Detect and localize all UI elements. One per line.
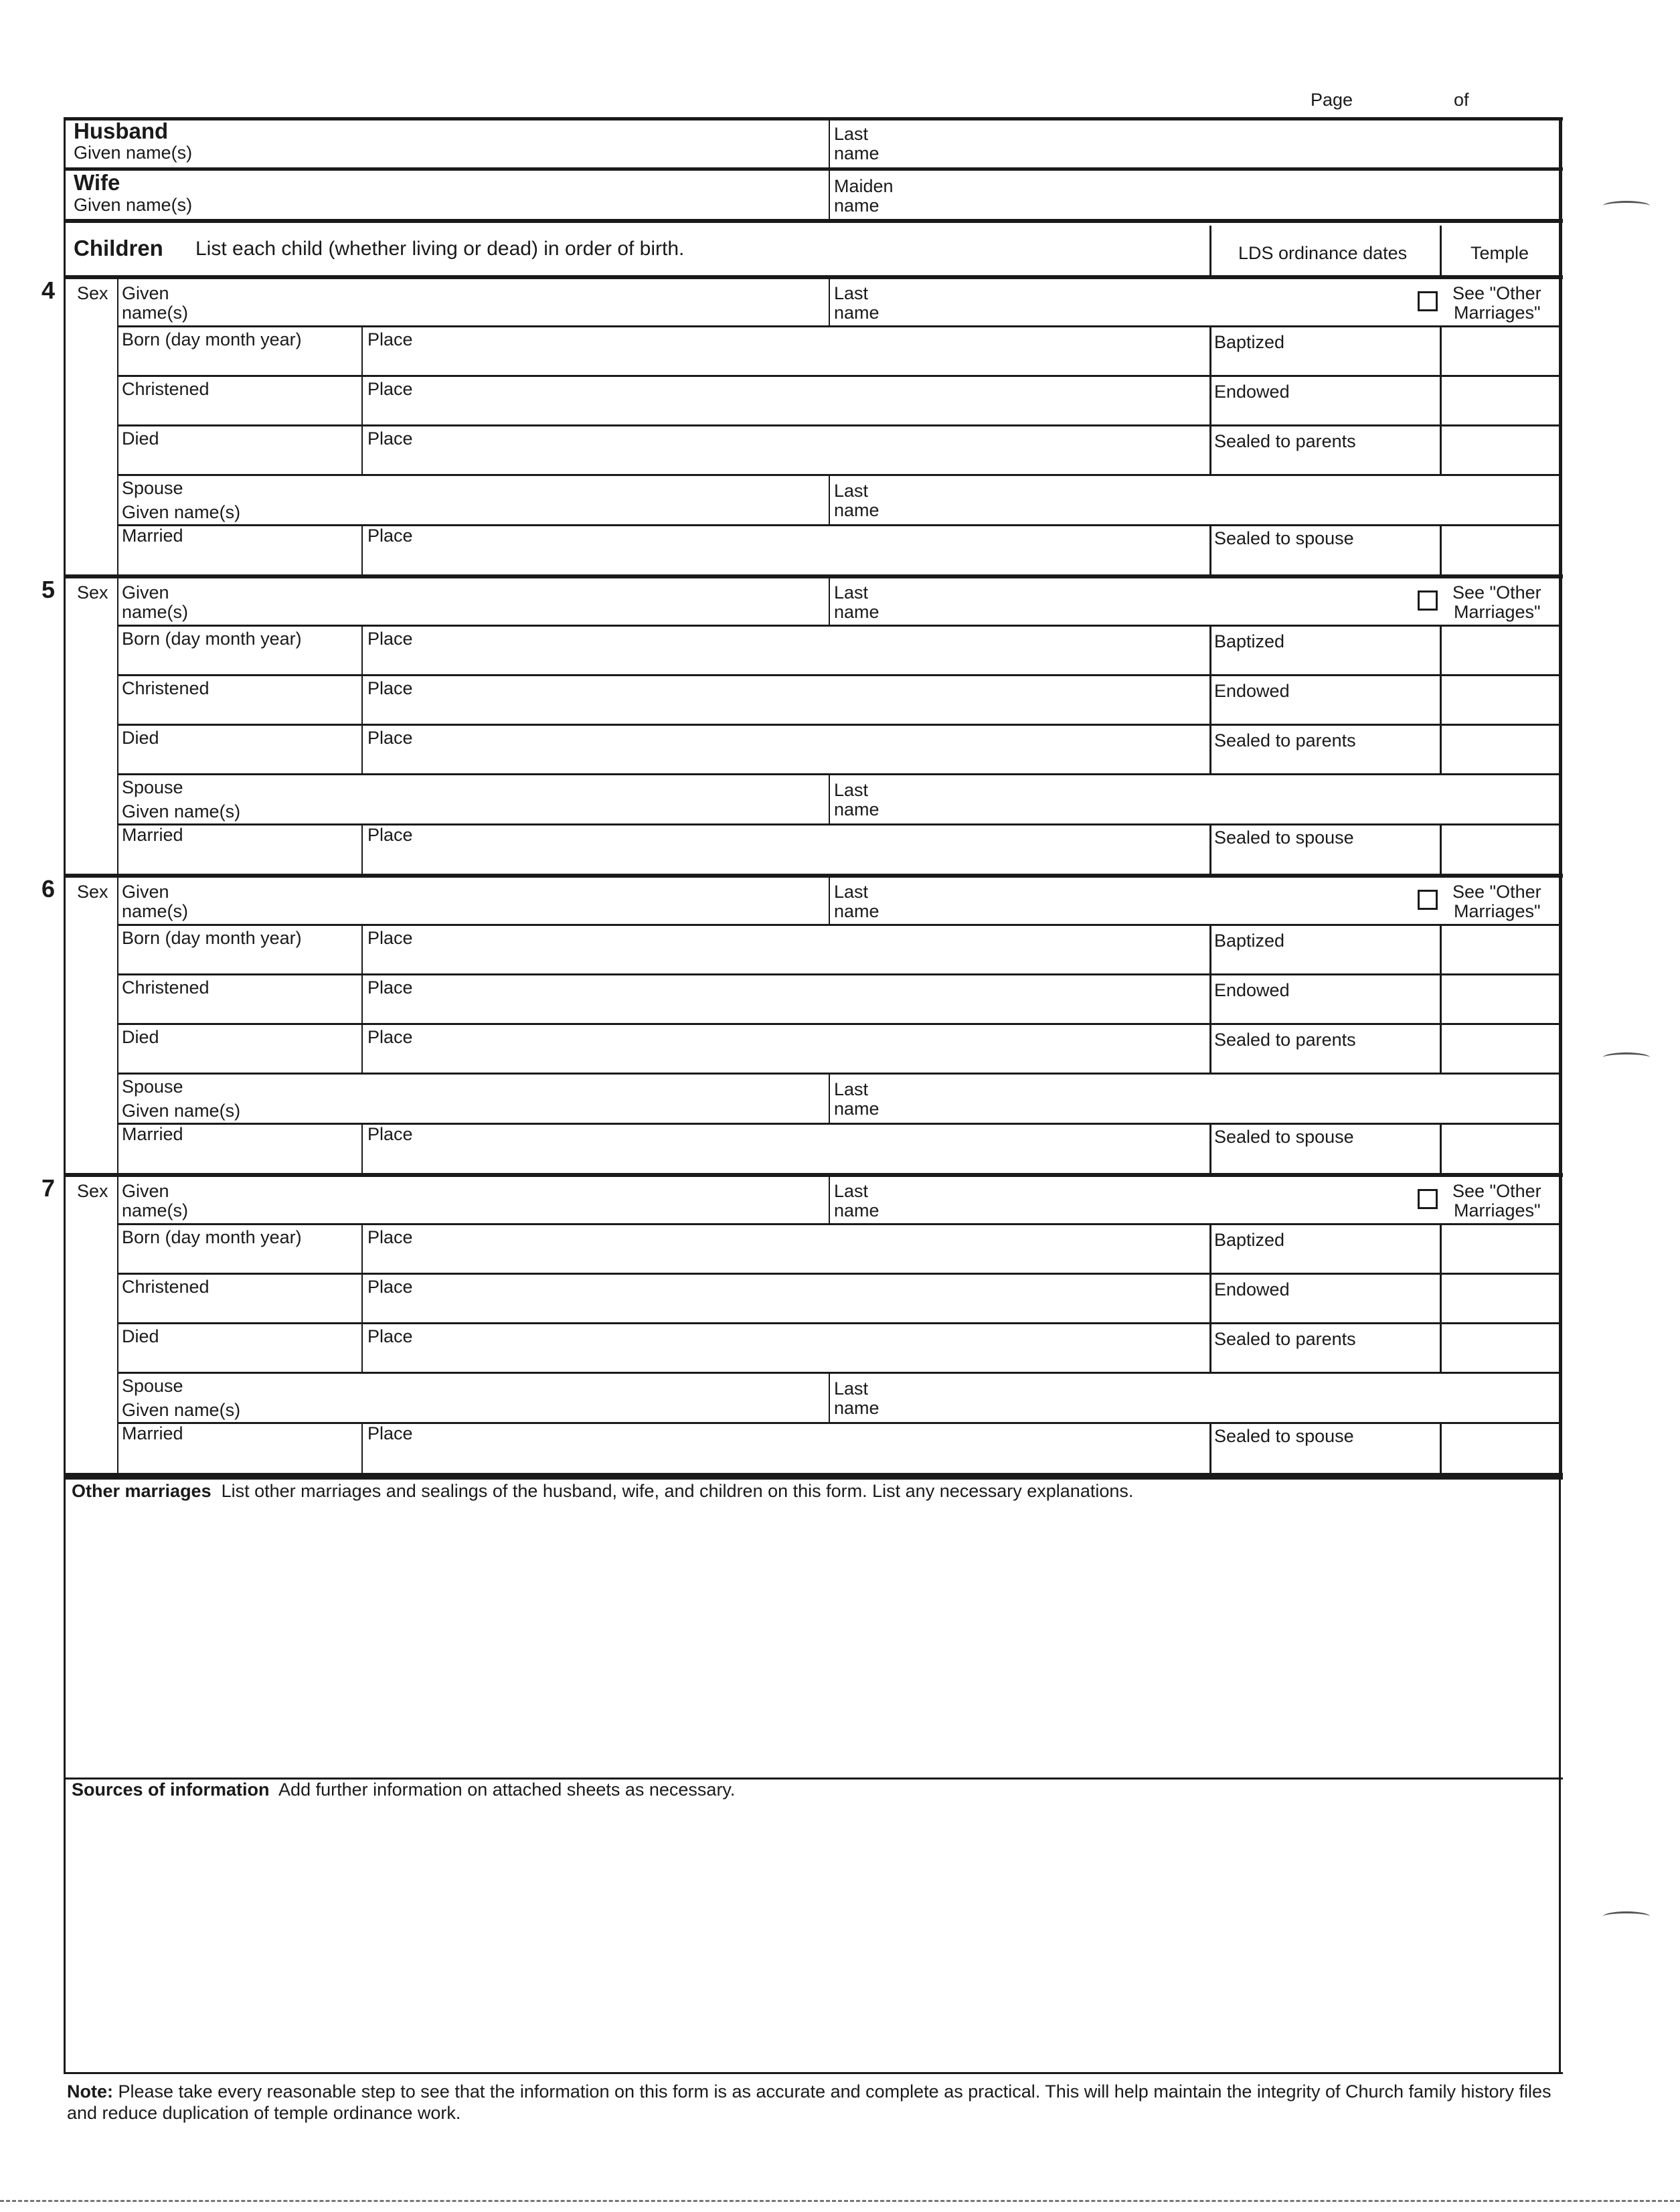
baptized-label: Baptized <box>1214 1230 1285 1250</box>
see-other-label-2: Marriages" <box>1454 901 1541 921</box>
place-label: Place <box>367 1423 413 1443</box>
see-other-label: See "Other <box>1452 283 1541 303</box>
see-other-marriages-checkbox[interactable] <box>1418 590 1438 611</box>
other-marriages-desc: List other marriages and sealings of the husband, wife, and children on this form. List any necessary explanations. <box>221 1481 1134 1501</box>
spouse-last-label: Last <box>834 481 869 501</box>
see-other-marriages-checkbox[interactable] <box>1418 1189 1438 1209</box>
place-label: Place <box>367 329 413 349</box>
baptized-label: Baptized <box>1214 332 1285 352</box>
last-label-2: name <box>834 602 879 622</box>
child-number: 6 <box>41 875 56 902</box>
sources-label <box>72 1780 735 1800</box>
place-label: Place <box>367 1277 413 1297</box>
endowed-label: Endowed <box>1214 382 1290 402</box>
husband-title: Husband <box>74 118 169 143</box>
died-label: Died <box>122 728 159 748</box>
sealed-spouse-label: Sealed to spouse <box>1214 827 1354 848</box>
place-label: Place <box>367 379 413 399</box>
sources-title: Sources of information <box>72 1780 270 1800</box>
other-marriages-area[interactable] <box>67 1506 1556 1774</box>
sex-label: Sex <box>77 582 108 603</box>
born-label: Born (day month year) <box>122 329 302 349</box>
children-desc: List each child (whether living or dead) in order of birth. <box>195 238 685 260</box>
see-other-label: See "Other <box>1452 582 1541 603</box>
married-label: Married <box>122 1124 183 1144</box>
spouse-label: Spouse <box>122 1376 183 1396</box>
place-label: Place <box>367 977 413 998</box>
married-label: Married <box>122 1423 183 1443</box>
spouse-given-label: Given name(s) <box>122 1101 241 1121</box>
wife-maiden-label: Maiden <box>834 176 894 196</box>
see-other-label-2: Marriages" <box>1454 1200 1541 1220</box>
sealed-parents-label: Sealed to parents <box>1214 730 1356 750</box>
see-other-marriages-checkbox[interactable] <box>1418 890 1438 910</box>
spouse-last-label-2: name <box>834 1398 879 1418</box>
margin-mark <box>1603 1052 1650 1062</box>
spouse-given-label: Given name(s) <box>122 1400 241 1420</box>
lds-ordinance-dates-label: LDS ordinance dates <box>1238 243 1408 263</box>
place-label: Place <box>367 825 413 845</box>
married-label: Married <box>122 825 183 845</box>
child-number: 5 <box>41 576 56 603</box>
husband-last-label-2: name <box>834 143 879 163</box>
christened-label: Christened <box>122 678 209 698</box>
spouse-last-label-2: name <box>834 500 879 520</box>
place-label: Place <box>367 1326 413 1346</box>
sealed-spouse-label: Sealed to spouse <box>1214 1127 1354 1147</box>
christened-label: Christened <box>122 977 209 998</box>
christened-label: Christened <box>122 1277 209 1297</box>
born-label: Born (day month year) <box>122 629 302 649</box>
sealed-parents-label: Sealed to parents <box>1214 431 1356 451</box>
place-label: Place <box>367 728 413 748</box>
sealed-parents-label: Sealed to parents <box>1214 1030 1356 1050</box>
margin-mark <box>1603 201 1650 211</box>
see-other-label: See "Other <box>1452 1181 1541 1201</box>
spouse-last-label-2: name <box>834 799 879 819</box>
last-label-2: name <box>834 901 879 921</box>
given-label: Given <box>122 283 169 303</box>
child-number: 4 <box>41 276 56 304</box>
last-label: Last <box>834 882 869 902</box>
last-label: Last <box>834 582 869 603</box>
spouse-last-label: Last <box>834 1378 869 1399</box>
place-label: Place <box>367 678 413 698</box>
other-marriages-label <box>72 1481 1133 1501</box>
place-label: Place <box>367 526 413 546</box>
sex-label: Sex <box>77 1181 108 1201</box>
see-other-marriages-checkbox[interactable] <box>1418 291 1438 311</box>
spouse-label: Spouse <box>122 777 183 797</box>
wife-maiden-label-2: name <box>834 195 879 216</box>
see-other-label-2: Marriages" <box>1454 303 1541 323</box>
sources-area[interactable] <box>67 1806 1556 2071</box>
last-label: Last <box>834 283 869 303</box>
died-label: Died <box>122 1326 159 1346</box>
page-label: Page <box>1311 90 1353 110</box>
spouse-given-label: Given name(s) <box>122 801 241 821</box>
sex-label: Sex <box>77 283 108 303</box>
children-title: Children <box>74 236 163 260</box>
died-label: Died <box>122 428 159 449</box>
place-label: Place <box>367 1227 413 1247</box>
place-label: Place <box>367 1124 413 1144</box>
baptized-label: Baptized <box>1214 931 1285 951</box>
given-label-2: name(s) <box>122 602 189 622</box>
place-label: Place <box>367 928 413 948</box>
christened-label: Christened <box>122 379 209 399</box>
last-label-2: name <box>834 303 879 323</box>
husband-last-label: Last <box>834 124 869 144</box>
spouse-last-label-2: name <box>834 1099 879 1119</box>
married-label: Married <box>122 526 183 546</box>
spouse-label: Spouse <box>122 478 183 498</box>
endowed-label: Endowed <box>1214 681 1290 701</box>
child-number: 7 <box>41 1174 56 1202</box>
margin-mark <box>1603 1911 1650 1921</box>
born-label: Born (day month year) <box>122 1227 302 1247</box>
died-label: Died <box>122 1027 159 1047</box>
wife-title: Wife <box>74 170 120 195</box>
footer-perforation <box>0 2200 1680 2202</box>
spouse-last-label: Last <box>834 1079 869 1099</box>
husband-given-label: Given name(s) <box>74 143 193 163</box>
given-label-2: name(s) <box>122 303 189 323</box>
given-label: Given <box>122 582 169 603</box>
last-label-2: name <box>834 1200 879 1220</box>
spouse-label: Spouse <box>122 1077 183 1097</box>
wife-given-label: Given name(s) <box>74 195 193 215</box>
see-other-label: See "Other <box>1452 882 1541 902</box>
given-label-2: name(s) <box>122 901 189 921</box>
sealed-parents-label: Sealed to parents <box>1214 1329 1356 1349</box>
temple-label: Temple <box>1471 243 1529 263</box>
sources-desc: Add further information on attached sheets as necessary. <box>278 1780 736 1800</box>
given-label: Given <box>122 882 169 902</box>
endowed-label: Endowed <box>1214 1279 1290 1299</box>
other-marriages-title: Other marriages <box>72 1481 212 1501</box>
sex-label: Sex <box>77 882 108 902</box>
given-label-2: name(s) <box>122 1200 189 1220</box>
note-text <box>67 2081 1553 2124</box>
baptized-label: Baptized <box>1214 631 1285 651</box>
place-label: Place <box>367 1027 413 1047</box>
note-body: Please take every reasonable step to see that the information on this form is as accurate and complete as practical. This will help maintain the integrity of Church family history files and reduce duplication of temple ordinance work. <box>67 2081 1551 2123</box>
last-label: Last <box>834 1181 869 1201</box>
endowed-label: Endowed <box>1214 980 1290 1000</box>
page-of-label: of <box>1454 90 1469 110</box>
see-other-label-2: Marriages" <box>1454 602 1541 622</box>
spouse-last-label: Last <box>834 780 869 800</box>
sealed-spouse-label: Sealed to spouse <box>1214 528 1354 548</box>
sealed-spouse-label: Sealed to spouse <box>1214 1426 1354 1446</box>
given-label: Given <box>122 1181 169 1201</box>
spouse-given-label: Given name(s) <box>122 502 241 522</box>
born-label: Born (day month year) <box>122 928 302 948</box>
place-label: Place <box>367 428 413 449</box>
note-title: Note: <box>67 2081 113 2102</box>
place-label: Place <box>367 629 413 649</box>
